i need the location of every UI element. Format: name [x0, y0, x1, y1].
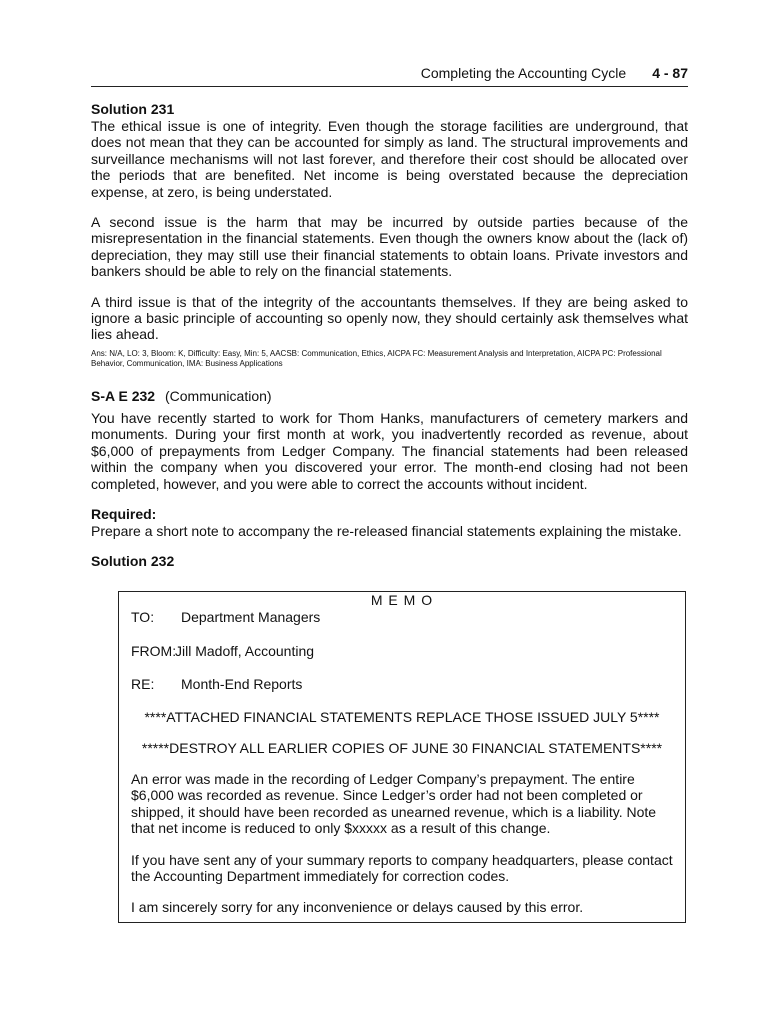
memo-notice-replace: ****ATTACHED FINANCIAL STATEMENTS REPLACE THOSE ISSUED JULY 5****	[144, 709, 660, 725]
required-label: Required:	[91, 505, 157, 522]
memo-from-value: Jill Madoff, Accounting	[175, 643, 315, 659]
page-number: 4 - 87	[652, 65, 688, 81]
memo-title: M E M O	[370, 592, 434, 608]
memo-to-label: TO:	[131, 609, 155, 625]
memo-re-label: RE:	[131, 676, 155, 692]
answer-metadata: Ans: N/A, LO: 3, Bloom: K, Difficulty: Easy, Min: 5, AACSB: Communication, Ethics, AICPA FC: Measurement Analysis and Interpretation, AICPA PC: Professional Behavior, Communication, IMA: Business Applications	[91, 348, 662, 368]
memo-re-value: Month-End Reports	[181, 676, 303, 692]
solution-231-paragraph-1: The ethical issue is one of integrity. Even though the storage facilities are underground, that does not mean that they can be accounted for simply as land. The structural improvements and surveillance mechanisms will not last forever, and therefore their cost should be allocated over the periods that are benefited. Net income is being overstated because the depreciation expense, at zero, is being understated.	[91, 118, 688, 200]
sae-232-paragraph: You have recently started to work for Thom Hanks, manufacturers of cemetery markers and monuments. During your first month at work, you inadvertently recorded as revenue, about $6,000 of prepayments from Ledger Company. The financial statements had been released within the company when you discovered your error. The month-end closing had not been completed, however, and you were able to correct the accounts without incident.	[91, 409, 688, 492]
memo-re-row	[131, 676, 673, 693]
memo-to-value: Department Managers	[181, 609, 321, 625]
memo-body-paragraph-2: If you have sent any of your summary reports to company headquarters, please contact the Accounting Department immediately for correction codes.	[131, 851, 673, 885]
memo-from-label: FROM:	[131, 643, 177, 659]
sae-232-subtitle: (Communication)	[164, 387, 272, 404]
solution-232-heading: Solution 232	[91, 553, 175, 570]
running-header	[91, 64, 688, 87]
required-text: Prepare a short note to accompany the re-released financial statements explaining the mistake.	[91, 522, 682, 539]
page-content	[91, 64, 688, 570]
solution-231-paragraph-3: A third issue is that of the integrity of the accountants themselves. If they are being asked to ignore a basic principle of accounting so openly now, they should certainly ask themselves what lies ahead.	[91, 293, 688, 343]
chapter-title: Completing the Accounting Cycle	[420, 65, 627, 81]
memo-notice-destroy: *****DESTROY ALL EARLIER COPIES OF JUNE 30 FINANCIAL STATEMENTS****	[141, 740, 663, 756]
memo-body-paragraph-1: An error was made in the recording of Ledger Company’s prepayment. The entire $6,000 was recorded as revenue. Since Ledger’s order had not been completed or shipped, it should have been recorded as unearned revenue, which is a liability. Note that net income is reduced to only $xxxxx as a result of this change.	[131, 771, 657, 837]
memo-body-paragraph-3: I am sincerely sorry for any inconvenience or delays caused by this error.	[131, 899, 584, 916]
solution-231-heading: Solution 231	[91, 101, 175, 117]
sae-232-label: S-A E 232	[91, 387, 156, 404]
memo-box	[118, 591, 686, 923]
memo-to-row	[131, 609, 673, 626]
solution-231-paragraph-2: A second issue is the harm that may be incurred by outside parties because of the misrepresentation in the financial statements. Even though the owners know about the (lack of) depreciation, they may still use their financial statements to obtain loans. Private investors and bankers should be able to rely on the financial statements.	[91, 214, 688, 280]
memo-from-row	[131, 643, 673, 660]
sae-232-heading	[91, 388, 688, 405]
